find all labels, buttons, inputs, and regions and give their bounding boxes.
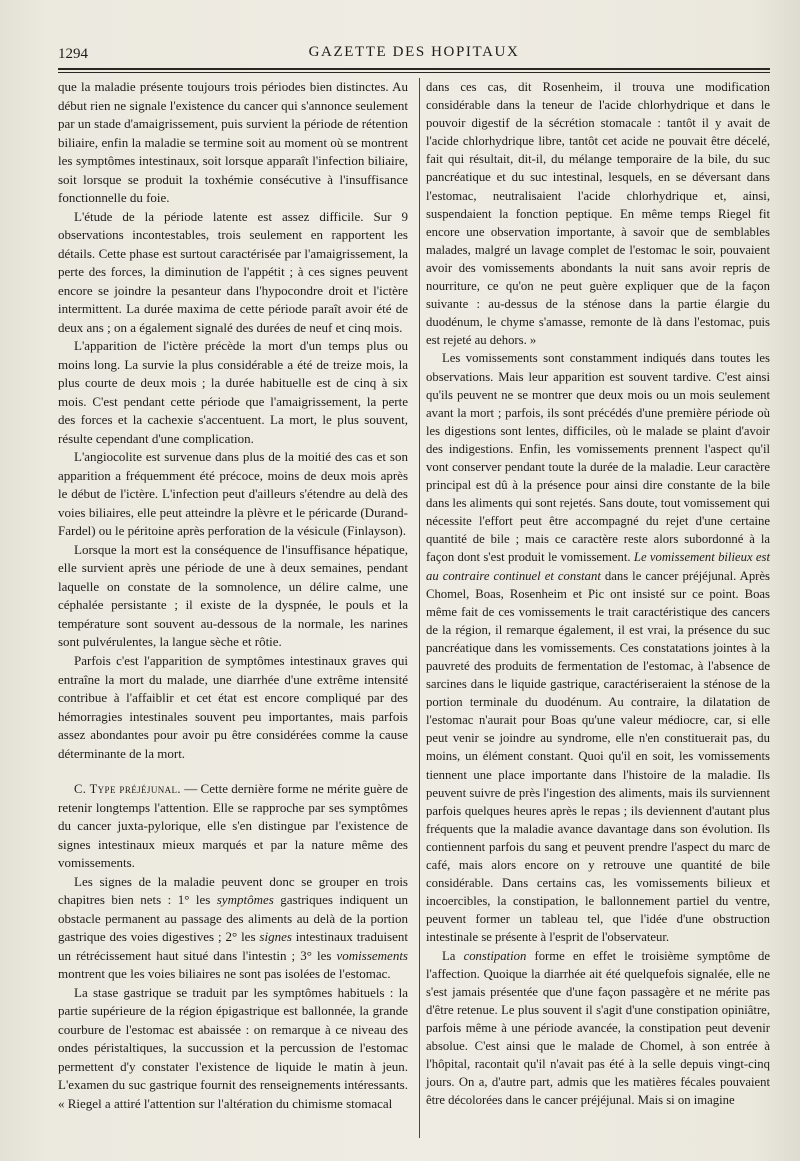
text-run: La <box>442 948 464 963</box>
italic-term: symptômes <box>216 892 274 908</box>
header-rule-thick <box>58 68 770 70</box>
text-run: montrent que les voies biliaires ne sont pas isolées de l'estomac. <box>58 966 391 982</box>
italic-term: signes <box>259 929 292 945</box>
section-heading: C. Type préjéjunal. <box>74 782 181 797</box>
text-run: forme en effet le troisième symptôme de l'affection. Quoique la diarrhée ait été quelquefois signalée, elle ne s'est jamais présentée que d'une façon passagère et ne mérite pas d'être retenue. Le plus souvent il s'agit d'une constipation opiniâtre, parfois même à une période avancée, la constipation peut devenir absolue. C'est ainsi que le malade de Chomel, à son entrée à l'hôpital, racontait qu'il n'avait pas été à la selle depuis vingt-cinq jours. On a, d'autre part, admis que les matières fécales pouvaient être décolorées dans le cancer préjéjunal. Mais si on imagine <box>426 948 770 1108</box>
paragraph: L'angiocolite est survenue dans plus de la moitié des cas et son apparition a fréquemment été précoce, moins de deux mois après le début de l'ictère. L'infection peut d'ailleurs s'étendre au delà des voies biliaires, elle peut atteindre la plèvre et le péricarde (Durand-Fardel) ou le péritoine après perforation de la vésicule (Finlayson). <box>58 449 408 539</box>
paragraph: L'étude de la période latente est assez difficile. Sur 9 observations incontestables, trois seulement en rapportent les détails. Cette phase est surtout caractérisée par l'amaigrissement, la perte des forces, la diminution de l'appétit ; à ces signes peuvent encore se joindre la pesanteur dans l'hypocondre droit et l'ictère intermittent. La durée maxima de cette période paraît avoir été de deux ans ; on a également signalé des durées de neuf et cinq mois. <box>58 208 408 335</box>
page-number: 1294 <box>58 46 88 62</box>
column-divider <box>419 78 420 1138</box>
italic-phrase: Le vomissement bilieux est au contraire continuel et constant <box>426 550 771 583</box>
paragraph: Lorsque la mort est la conséquence de l'insuffisance hépatique, elle survient après une période de une à deux semaines, pendant laquelle on constate de la somnolence, un délire calme, une céphalée persistante ; il existe de la dyspnée, le pouls et la température sont souvent au-dessous de la normale, les narines sont pulvérulentes, la langue sèche et rôtie. <box>58 541 408 650</box>
section-text: — Cette dernière forme ne mérite guère de retenir longtemps l'attention. Elle se rapproche par ses symptômes du cancer juxta-pylorique, elle s'en distingue par l'existence de signes intestinaux mieux marqués et par la nature même des vomissements. <box>58 781 408 871</box>
left-column <box>58 78 408 1113</box>
text-run: intestinaux traduisent un rétrécissement haut situé dans l'intestin ; 3° les <box>58 929 408 963</box>
paragraph <box>426 947 770 1110</box>
paragraph <box>426 349 770 946</box>
journal-title: GAZETTE DES HOPITAUX <box>308 44 520 60</box>
paragraph <box>58 873 408 984</box>
paragraph: que la maladie présente toujours trois périodes bien distinctes. Au début rien ne signale l'existence du cancer qui s'annonce seulement par un stade d'amaigrissement, puis survient la période de rétention biliaire, enfin la maladie se termine soit au moment où se montrent les symptômes intestinaux, soit lorsque apparaît l'infection biliaire, soit lorsque se produit la toxhémie consécutive à l'insuffisance fonctionnelle du foie. <box>58 79 408 206</box>
paragraph: L'apparition de l'ictère précède la mort d'un temps plus ou moins long. La survie la plus considérable a été de treize mois, la plus courte de deux mois ; la durée habituelle est de cinq à six mois. C'est pendant cette période que l'amaigrissement, la perte des forces et la cachexie s'accentuent. La mort, le plus souvent, résulte cependant d'une complication. <box>58 338 408 446</box>
header-rule-thin <box>58 72 770 73</box>
section-paragraph <box>58 780 408 873</box>
paragraph: dans ces cas, dit Rosenheim, il trouva une modification considérable dans la teneur de l'acide chlorhydrique et dans le pouvoir digestif de la sécrétion stomacale : tantôt il y avait de l'acide chlorhydrique libre, tantôt cet acide ne pouvait être décelé, fait qui résultait, dit-il, du mélange temporaire de la bile, du suc pancréatique et du suc intestinal, lesquels, en se déversant dans l'estomac, neutralisaient l'acide chlorhydrique et, ainsi, suspendaient la fonction peptique. En même temps Riegel fit encore une observation importante, à savoir que de semblables malades, malgré un lavage complet de l'estomac le soir, pouvaient avoir des vomissements abondants la nuit sans avoir repris de nourriture, ce qu'on ne peut guère expliquer que de la façon suivante : au-dessus de la sténose dans la partie élargie du duodénum, le chyme s'amasse, remonte de là dans l'estomac, puis est rejeté au dehors. » <box>426 80 770 348</box>
italic-term: constipation <box>463 948 527 963</box>
text-run: dans le cancer préjéjunal. Après Chomel, Boas, Rosenheim et Pic ont insisté sur ce point. Boas même fait de ces vomissements le trait caractéristique des cancers de la région, il remarque également, il est vrai, la présence du suc pancréatique dans les vomissements. Ces constatations jointes à la pauvreté des produits de fermentation de l'estomac, à l'absence de sarcines dans le liquide gastrique, caractériseraient la sténose de la portion terminale du duodénum. Au contraire, la dilatation de l'estomac n'aurait pour Boas qu'une valeur médiocre, car, si elle peut venir se joindre au syndrome, elle n'en constituerait pas, du moins, un élément constant. Quoi qu'il en soit, les vomissements tiennent une place importante dans l'histoire de la maladie. Ils peuvent suivre de près l'ingestion des aliments, mais ils surviennent parfois quelques heures après le repas ; ils deviennent d'autant plus fréquents que la maladie avance davantage dans son évolution. Ils contiennent parfois du sang et peuvent prendre l'aspect du marc de café, mais alors encore on y retrouve une quantité de bile considérable. Dans certains cas, les vomissements bilieux et incoercibles, la constipation, le ballonnement partiel du ventre, peuvent former un tableau tel, que l'idée d'une obstruction intestinale se présente à l'esprit de l'observateur. <box>426 568 770 945</box>
text-run: Les signes de la maladie peuvent donc se grouper en trois chapitres bien nets : 1° les <box>58 873 408 908</box>
text-run: Les vomissements sont constamment indiqués dans toutes les observations. Mais leur apparition est souvent tardive. C'est ainsi qu'ils peuvent ne se montrer que deux mois ou un mois seulement avant la mort ; parfois, ils sont précédés d'une première période où les digestions sont lentes, difficiles, où le malade se plaint d'avoir des indigestions. Enfin, les vomissements prennent l'aspect qu'il vont conserver pendant toute la durée de la maladie. Leur caractère principal est dû à la présence pour ainsi dire constante de la bile dans les aliments qui sont rejetés. Sans doute, tout vomissement qui nécessite l'effort peut être accompagné du rejet d'une certaine quantité de bile ; mais ce caractère reste alors subordonné à la façon dont s'est produit le vomissement. <box>426 351 770 565</box>
paragraph: Parfois c'est l'apparition de symptômes intestinaux graves qui entraîne la mort du malade, une diarrhée d'une extrême intensité contribue à l'affaiblir et cet état est encore compliqué par des hémorragies intestinales souvent peu importantes, mais parfois assez abondantes pour avoir pu être considérées comme la cause déterminante de la mort. <box>58 652 408 761</box>
italic-term: vomissements <box>336 947 408 963</box>
text-run: gastriques indiquent un obstacle permanent au passage des aliments au delà de la portion gastrique des voies digestives ; 2° les <box>58 892 408 945</box>
page-header <box>58 40 770 64</box>
paragraph: La stase gastrique se traduit par les symptômes habituels : la partie supérieure de la région épigastrique est ballonnée, la grande courbure de l'estomac est abaissée : on remarque à ce niveau des ondes péristaltiques, la succussion et la percussion de l'estomac permettent d'y constater l'existence de liquide le matin à jeun. L'examen du suc gastrique fournit des renseignements intéressants. « Riegel a attiré l'attention sur l'altération du chimisme stomacal <box>58 984 408 1111</box>
right-column <box>426 78 770 1109</box>
